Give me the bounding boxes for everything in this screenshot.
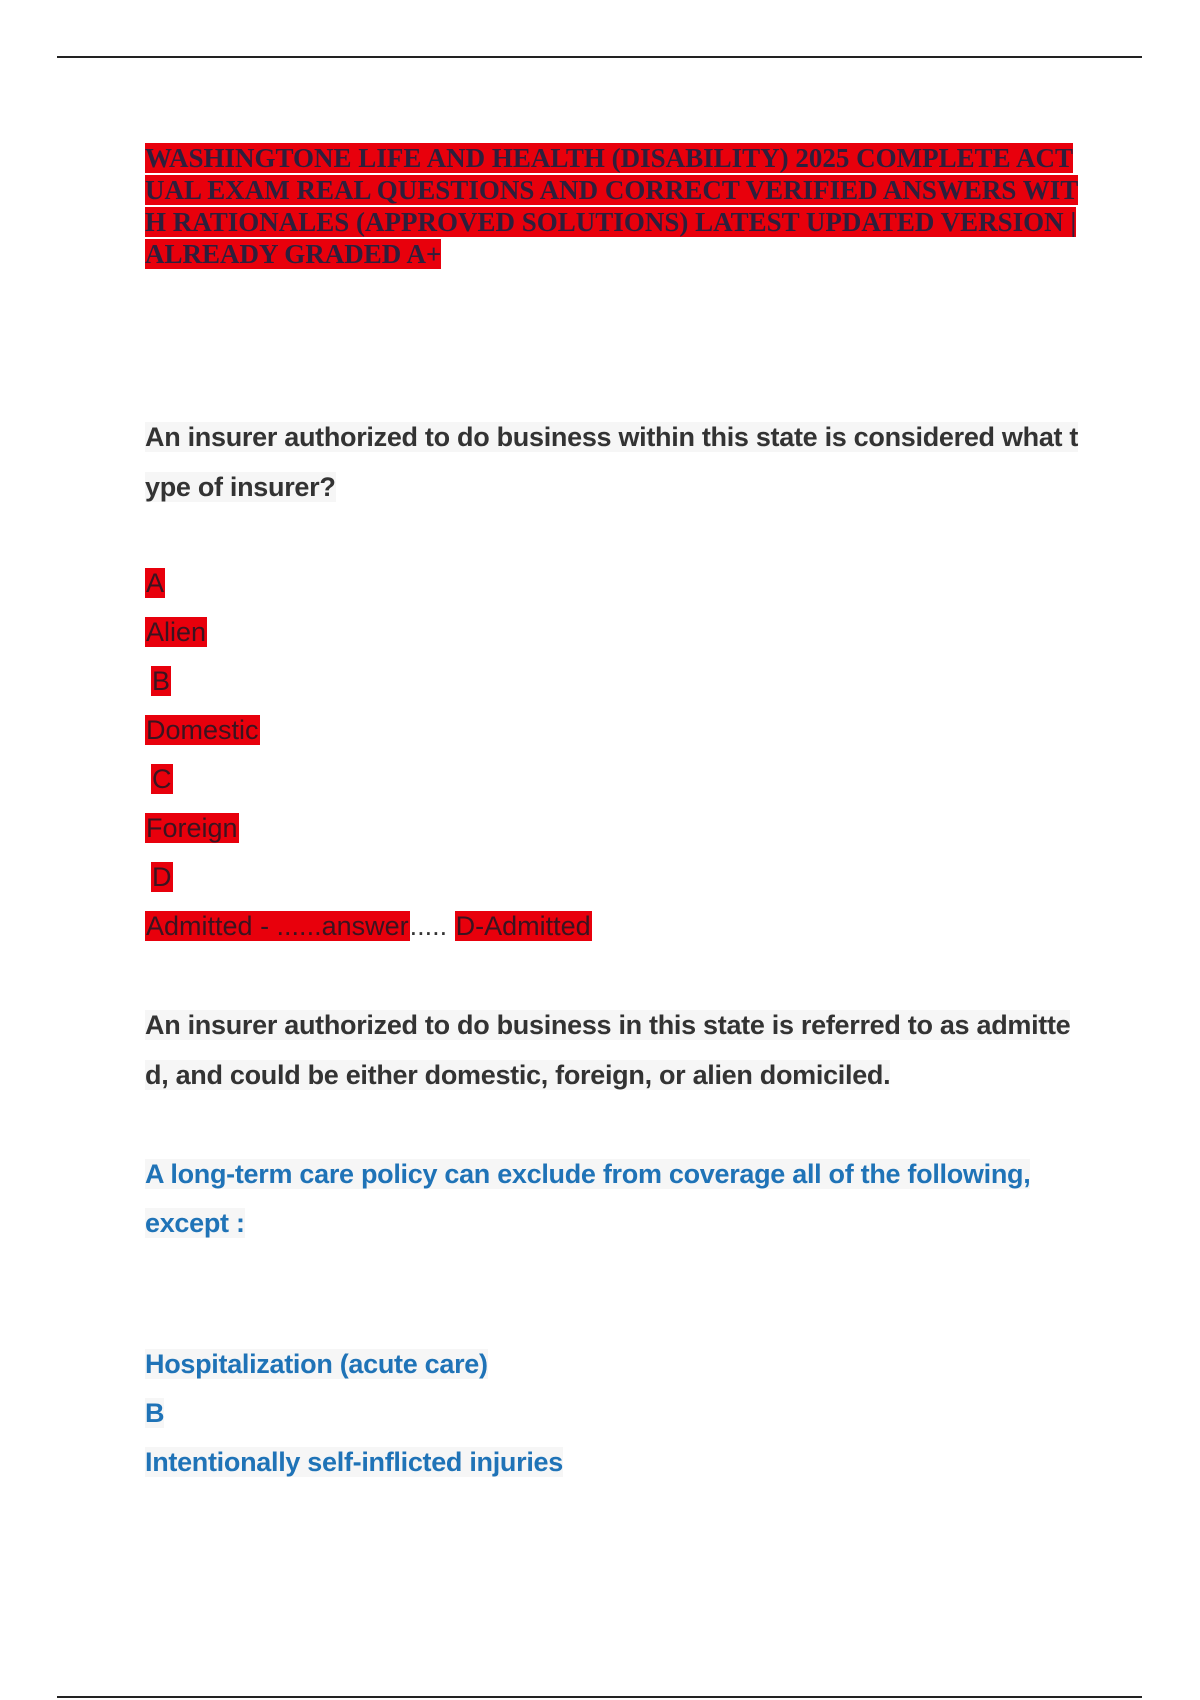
option-a-text: Alien: [146, 617, 207, 647]
option-b-letter: B: [152, 666, 171, 696]
question-1-explanation-text: An insurer authorized to do business in this state is referred to as admitted, and could be either domestic, foreign, or alien domiciled.: [145, 1010, 1071, 1090]
correct-answer: D-Admitted: [455, 911, 591, 941]
question-2-options: [145, 1340, 1085, 1487]
q2-option-1-text: Hospitalization (acute care): [145, 1349, 488, 1379]
option-a-letter: A: [146, 568, 165, 598]
option-d-text: Admitted - ......answer: [146, 911, 409, 941]
option-d-answer-row: [145, 906, 592, 955]
question-2-text: [145, 1150, 1085, 1248]
question-2-text-content: A long-term care policy can exclude from coverage all of the following, except :: [145, 1159, 1031, 1238]
bottom-rule: [57, 1696, 1142, 1698]
question-1-options: [145, 563, 592, 955]
question-1-text: [145, 412, 1090, 512]
option-d-letter: D: [152, 862, 172, 892]
question-1-explanation: [145, 1000, 1090, 1100]
document-title: [145, 142, 1085, 270]
q2-option-b-letter: B: [145, 1398, 165, 1428]
option-b-text: Domestic: [146, 715, 259, 745]
option-c-letter: C: [152, 764, 172, 794]
q2-option-b-text: Intentionally self-inflicted injuries: [145, 1447, 563, 1477]
option-c-text: Foreign: [146, 813, 238, 843]
answer-dots: .....: [409, 911, 448, 941]
document-title-text: WASHINGTONE LIFE AND HEALTH (DISABILITY) 2025 COMPLETE ACTUAL EXAM REAL QUESTIONS AND CORRECT VERIFIED ANSWERS WITH RATIONALES (APPROVED SOLUTIONS) LATEST UPDATED VERSION |ALREADY GRADED A+: [145, 143, 1079, 269]
top-rule: [57, 56, 1142, 58]
question-1-text-content: An insurer authorized to do business within this state is considered what type of insurer?: [145, 422, 1079, 502]
